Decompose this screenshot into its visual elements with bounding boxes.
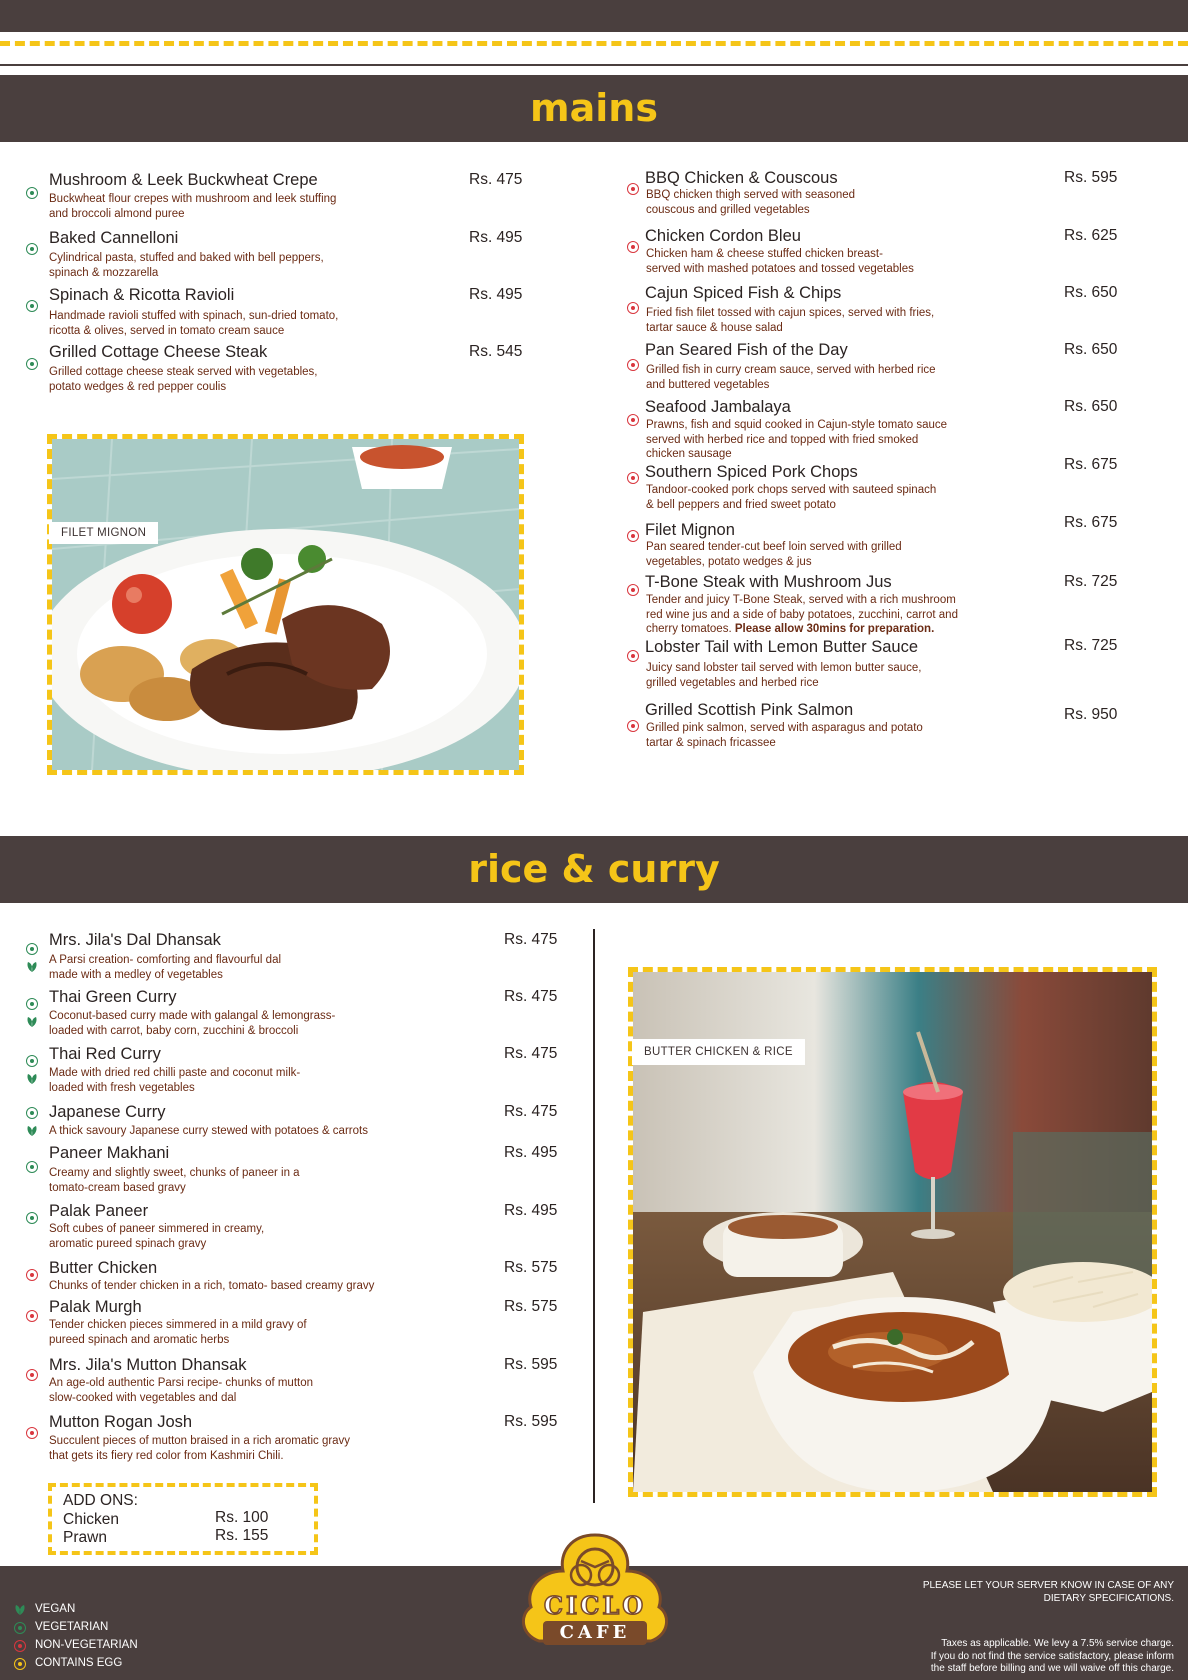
item-price: Rs. 475	[469, 171, 523, 188]
item-name: Filet Mignon	[645, 521, 735, 539]
item-desc: A Parsi creation- comforting and flavourful dal made with a medley of vegetables	[49, 954, 282, 981]
nonveg-dot-icon	[14, 1640, 26, 1652]
item-desc: Fried fish filet tossed with cajun spices, served with fries, tartar sauce & house salad	[646, 307, 935, 334]
item-name: BBQ Chicken & Couscous	[645, 169, 838, 187]
item-name: Mutton Rogan Josh	[49, 1413, 193, 1431]
photo-label: FILET MIGNON	[49, 522, 158, 544]
item-price: Rs. 595	[1064, 169, 1118, 186]
item-name: Pan Seared Fish of the Day	[645, 341, 848, 359]
rice-curry-header	[0, 836, 1188, 903]
non-vegetarian-icon	[627, 720, 639, 732]
item-name: Lobster Tail with Lemon Butter Sauce	[645, 638, 919, 656]
item-desc: Chunks of tender chicken in a rich, tomato- based creamy gravy	[49, 1280, 375, 1292]
add-on-price: Rs. 100	[215, 1509, 269, 1526]
filet-mignon-photo	[47, 434, 524, 775]
item-desc: Creamy and slightly sweet, chunks of paneer in a tomato-cream based gravy	[49, 1167, 300, 1194]
item-price: Rs. 650	[1064, 284, 1118, 301]
item-name: Baked Cannelloni	[49, 229, 179, 247]
vegan-leaf-icon	[26, 1125, 38, 1137]
vegetarian-icon	[26, 998, 38, 1010]
add-on-price: Rs. 155	[215, 1527, 269, 1544]
legend-label: NON-VEGETARIAN	[35, 1639, 138, 1651]
legend-label: CONTAINS EGG	[35, 1657, 123, 1669]
item-desc: Soft cubes of paneer simmered in creamy, aromatic pureed spinach gravy	[49, 1223, 265, 1250]
photo-label: BUTTER CHICKEN & RICE	[632, 1039, 805, 1065]
top-rule	[0, 64, 1188, 66]
vegetarian-icon	[26, 187, 38, 199]
item-desc: Tandoor-cooked pork chops served with sauteed spinach & bell peppers and fried sweet potato	[646, 484, 937, 511]
item-price: Rs. 950	[1064, 706, 1118, 723]
mains-title: mains	[530, 86, 658, 130]
item-price: Rs. 545	[469, 343, 523, 360]
vegan-leaf-icon	[26, 961, 38, 973]
item-desc: Made with dried red chilli paste and coconut milk- loaded with fresh vegetables	[49, 1067, 301, 1094]
item-desc: Tender chicken pieces simmered in a mild gravy of pureed spinach and aromatic herbs	[49, 1319, 307, 1346]
item-name: Palak Paneer	[49, 1202, 149, 1220]
item-name: Mrs. Jila's Mutton Dhansak	[49, 1356, 247, 1374]
add-ons-box	[48, 1483, 318, 1555]
item-name: Thai Green Curry	[49, 988, 177, 1006]
item-desc-note: Please allow 30mins for preparation.	[734, 623, 935, 635]
non-vegetarian-icon	[627, 584, 639, 596]
item-desc: A thick savoury Japanese curry stewed with potatoes & carrots	[49, 1125, 368, 1137]
item-price: Rs. 650	[1064, 398, 1118, 415]
non-vegetarian-icon	[26, 1269, 38, 1281]
vegetarian-icon	[26, 243, 38, 255]
item-name: Paneer Makhani	[49, 1144, 170, 1162]
add-ons-title: ADD ONS:	[63, 1492, 138, 1509]
item-price: Rs. 725	[1064, 573, 1118, 590]
item-desc: Cylindrical pasta, stuffed and baked with bell peppers, spinach & mozzarella	[49, 252, 324, 279]
item-desc: Juicy sand lobster tail served with lemon butter sauce, grilled vegetables and herbed rice	[646, 662, 922, 689]
egg-dot-icon	[14, 1658, 26, 1670]
item-desc: Grilled fish in curry cream sauce, served with herbed rice and buttered vegetables	[646, 364, 936, 391]
item-desc: Grilled pink salmon, served with asparagus and potato tartar & spinach fricassee	[646, 722, 923, 749]
legend-label: VEGAN	[35, 1603, 76, 1615]
item-desc: Prawns, fish and squid cooked in Cajun-style tomato sauce served with herbed rice and topped with fried smoked chicken sausage	[646, 419, 948, 460]
non-vegetarian-icon	[627, 650, 639, 662]
item-desc: Grilled cottage cheese steak served with vegetables, potato wedges & red pepper coulis	[49, 366, 318, 393]
legend-label: VEGETARIAN	[35, 1621, 109, 1633]
item-price: Rs. 625	[1064, 227, 1118, 244]
item-price: Rs. 575	[504, 1298, 558, 1315]
add-on-name: Chicken	[63, 1511, 119, 1528]
column-divider	[593, 929, 595, 1503]
vegetarian-icon	[26, 358, 38, 370]
item-price: Rs. 725	[1064, 637, 1118, 654]
vegetarian-icon	[26, 943, 38, 955]
vegetarian-icon	[26, 1107, 38, 1119]
logo-word-cafe: CAFE	[559, 1622, 631, 1643]
item-price: Rs. 675	[1064, 514, 1118, 531]
veg-dot-icon	[14, 1622, 26, 1634]
item-name: Mushroom & Leek Buckwheat Crepe	[49, 171, 318, 189]
item-desc: Pan seared tender-cut beef loin served with grilled vegetables, potato wedges & jus	[646, 541, 902, 568]
mains-header	[0, 75, 1188, 142]
non-vegetarian-icon	[627, 302, 639, 314]
item-desc: Handmade ravioli stuffed with spinach, sun-dried tomato, ricotta & olives, served in tomato cream sauce	[49, 310, 339, 337]
item-desc: Coconut-based curry made with galangal & lemongrass- loaded with carrot, baby corn, zucchini & broccoli	[49, 1010, 336, 1037]
non-vegetarian-icon	[627, 414, 639, 426]
ciclo-cafe-logo	[511, 1531, 679, 1655]
item-name: Mrs. Jila's Dal Dhansak	[49, 931, 221, 949]
item-name: Chicken Cordon Bleu	[645, 227, 801, 245]
rice-curry-title: rice & curry	[468, 847, 720, 891]
item-name: Palak Murgh	[49, 1298, 142, 1316]
filet-mignon-illustration	[52, 439, 519, 770]
item-name: Spinach & Ricotta Ravioli	[49, 286, 235, 304]
item-price: Rs. 495	[469, 229, 523, 246]
item-desc: An age-old authentic Parsi recipe- chunks of mutton slow-cooked with vegetables and dal	[49, 1377, 314, 1404]
non-vegetarian-icon	[26, 1369, 38, 1381]
top-bar	[0, 0, 1188, 32]
item-price: Rs. 475	[504, 931, 558, 948]
non-vegetarian-icon	[627, 183, 639, 195]
tax-note: Taxes as applicable. We levy a 7.5% service charge. If you do not find the service satisfactory, please inform the staff before billing and we will waive off this charge.	[930, 1638, 1174, 1674]
item-price: Rs. 650	[1064, 341, 1118, 358]
vegetarian-icon	[26, 300, 38, 312]
item-desc: BBQ chicken thigh served with seasoned couscous and grilled vegetables	[646, 189, 856, 216]
item-price: Rs. 675	[1064, 456, 1118, 473]
item-price: Rs. 475	[504, 988, 558, 1005]
item-name: Japanese Curry	[49, 1103, 166, 1121]
item-price: Rs. 475	[504, 1103, 558, 1120]
item-desc: Succulent pieces of mutton braised in a rich aromatic gravy that gets its fiery red color from Kashmiri Chili.	[49, 1435, 351, 1462]
vegetarian-icon	[26, 1212, 38, 1224]
item-desc: Buckwheat flour crepes with mushroom and leek stuffing and broccoli almond puree	[49, 193, 337, 220]
item-name: T-Bone Steak with Mushroom Jus	[645, 573, 892, 591]
item-desc-text: Tender and juicy T-Bone Steak, served with a rich mushroom red wine jus and a side of baby potatoes, zucchini, carrot and cherry tomatoes.	[646, 594, 958, 635]
add-on-name: Prawn	[63, 1529, 107, 1546]
vegetarian-icon	[26, 1161, 38, 1173]
vegetarian-icon	[26, 1055, 38, 1067]
item-price: Rs. 595	[504, 1356, 558, 1373]
vegan-leaf-icon	[26, 1073, 38, 1085]
item-price: Rs. 495	[469, 286, 523, 303]
logo-word-ciclo: CICLO	[543, 1591, 647, 1620]
non-vegetarian-icon	[627, 472, 639, 484]
vegan-leaf-icon	[26, 1016, 38, 1028]
item-desc	[646, 593, 1086, 637]
item-price: Rs. 575	[504, 1259, 558, 1276]
item-price: Rs. 475	[504, 1045, 558, 1062]
non-vegetarian-icon	[627, 241, 639, 253]
non-vegetarian-icon	[26, 1427, 38, 1439]
item-desc: Chicken ham & cheese stuffed chicken breast- served with mashed potatoes and tossed vegetables	[646, 248, 914, 275]
item-name: Thai Red Curry	[49, 1045, 161, 1063]
non-vegetarian-icon	[26, 1310, 38, 1322]
item-name: Butter Chicken	[49, 1259, 158, 1277]
item-name: Cajun Spiced Fish & Chips	[645, 284, 842, 302]
item-price: Rs. 495	[504, 1202, 558, 1219]
item-name: Grilled Cottage Cheese Steak	[49, 343, 268, 361]
dietary-note: PLEASE LET YOUR SERVER KNOW IN CASE OF ANY DIETARY SPECIFICATIONS.	[922, 1580, 1174, 1604]
item-name: Seafood Jambalaya	[645, 398, 791, 416]
non-vegetarian-icon	[627, 359, 639, 371]
leaf-icon	[14, 1604, 26, 1616]
item-price: Rs. 595	[504, 1413, 558, 1430]
item-price: Rs. 495	[504, 1144, 558, 1161]
top-dashed-line	[0, 41, 1188, 46]
item-name: Grilled Scottish Pink Salmon	[645, 701, 854, 719]
non-vegetarian-icon	[627, 530, 639, 542]
item-name: Southern Spiced Pork Chops	[645, 463, 858, 481]
